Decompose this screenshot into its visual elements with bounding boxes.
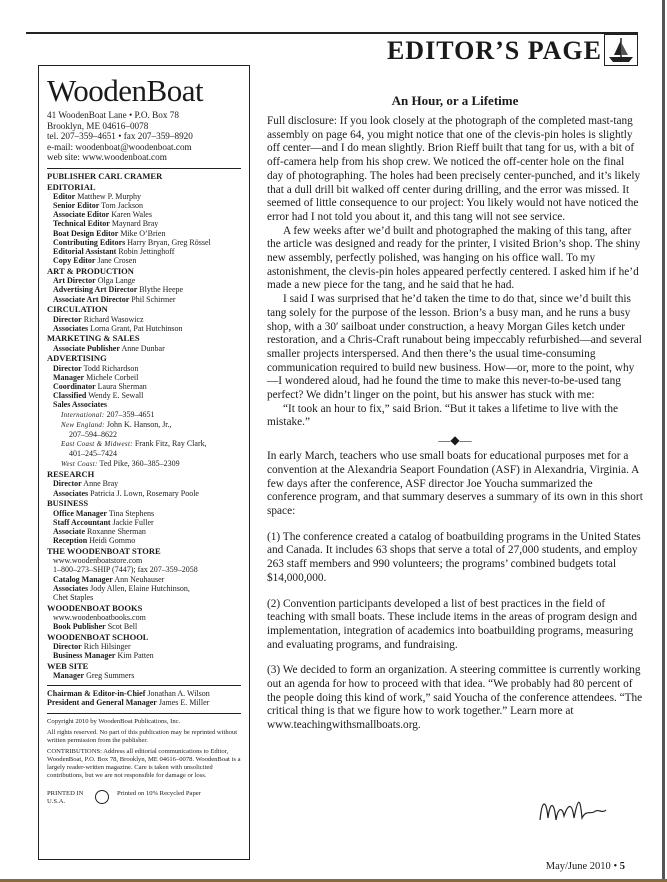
section-heading: BUSINESS (47, 498, 89, 509)
section-heading: WOODENBOAT BOOKS (47, 602, 143, 613)
article-paragraph: “It took an hour to fix,” said Brion. “But it takes a lifetime to live with the mistake.” (267, 402, 619, 429)
staff-line: Associate Roxanne Sherman (53, 526, 146, 536)
article-paragraph: (3) We decided to form an organization. A steering committee is currently working out an agenda for how to proceed with that idea. “We probably had 80 percent of the people doing this kind of work,” said Youcha of the conference attendees. “The critical thing is that we figure how to work together.” Learn more at www.teachingwithsmallboats.org. (267, 664, 643, 732)
staff-line: Advertising Art Director Blythe Heepe (53, 285, 184, 295)
section-heading: ART & PRODUCTION (47, 266, 134, 276)
staff-line: Manager Greg Summers (53, 671, 135, 681)
printed-in: PRINTED IN U.S.A. (47, 789, 84, 805)
page-right-edge (662, 0, 665, 882)
staff-line: Director Rich Hilsinger (53, 641, 131, 651)
staff-line: Reception Heidi Gommo (53, 536, 136, 546)
staff-line: Editorial Assistant Robin Jettinghoff (53, 247, 175, 257)
contributions-notice: CONTRIBUTIONS: Address all editorial communications to Editor, WoodenBoat, P.O. Box 78, Brooklyn, ME 04616–0078. WoodenBoat is a largely reader-written magazine. Care is taken with unsolicited contributions, but we are not responsible for damage or loss. (47, 747, 241, 779)
print-info (47, 790, 241, 806)
staff-line: Boat Design Editor Mike O’Brien (53, 228, 166, 238)
staff-line: Contributing Editors Harry Bryan, Greg Rössel (53, 237, 211, 247)
article-paragraph: I said I was surprised that he’d taken the time to do that, since we’d built this tang solely for the purpose of the lesson. Brion’s a busy man, and he runs a busy shop, with a 30′ sailboat under construction, a heavy Morgan Giles ketch under restoration, and a Chris-Craft runabout being impeccably refurbished—and several smaller projects interspersed. And then there’s the usual time-consuming communication required to build new business. How—or, more to the point, why—I wondered aloud, had he found the time to make this never-to-be-used tang perfect? We didn’t linger on the point, but his answer has stuck with me: (267, 293, 642, 402)
article-paragraph: Full disclosure: If you look closely at the photograph of the completed mast-tang assembly on page 64, you might notice that one of the clevis-pin holes is slightly off center—and I do mean slightly. Brion Rieff built that tang for us, with a bit of off-camera help from his shop crew. We noticed the off-center hole on the final day of photographing. The holes had been precisely center-punched, and it’s likely that a dull drill bit walked off center during drilling, and the error was missed. It seemed of little consequence to our project: You likely would not have noticed the error had I not told you about it, and this tang will not see service. (267, 115, 641, 223)
sales-heading: Sales Associates (53, 400, 107, 410)
staff-line: Art Director Olga Lange (53, 276, 136, 286)
issue-date: May/June 2010 (545, 861, 611, 872)
books-web: www.woodenboatbooks.com (53, 612, 146, 622)
masthead-box (38, 65, 250, 860)
address-line: 41 WoodenBoat Lane • P.O. Box 78 (47, 110, 179, 120)
article-paragraph: (2) Convention participants developed a list of best practices in the field of teaching with small boats. These include items in the areas of program design and implementation, integration of academics into boatbuilding programs, measuring and evaluating programs, and fundraising. (267, 597, 637, 651)
page-number: 5 (619, 861, 625, 872)
address-line: Brooklyn, ME 04616–0078 (47, 120, 149, 131)
staff-line: Associate Publisher Anne Dunbar (53, 343, 165, 353)
staff-line: Copy Editor Jane Crosen (53, 256, 137, 266)
section-heading: ADVERTISING (47, 353, 107, 364)
section-divider: —◆— (438, 433, 472, 448)
page-title: EDITOR’S PAGE (386, 36, 602, 65)
staff-line: Staff Accountant Jackie Fuller (53, 517, 154, 527)
editor-signature (532, 790, 612, 830)
copyright: Copyright 2010 by WoodenBoat Publications, Inc. (47, 717, 181, 725)
divider (47, 685, 241, 686)
staff-line: Classified Wendy E. Sewall (53, 391, 144, 401)
staff-line-cont: Chet Staples (53, 592, 94, 602)
website-line: web site: www.woodenboat.com (47, 152, 167, 163)
publisher-line: PUBLISHER CARL CRAMER (47, 170, 163, 181)
sales-line: 401–245–7424 (69, 449, 117, 459)
sales-line: New England: John K. Hanson, Jr., (61, 419, 172, 429)
chairman-line: Chairman & Editor-in-Chief Jonathan A. Wilson (47, 689, 210, 699)
section-heading: THE WOODENBOAT STORE (47, 545, 161, 556)
staff-line: Associates Jody Allen, Elaine Hutchinson, (53, 583, 190, 593)
rights-notice: All rights reserved. No part of this publication may be reprinted without written permission from the publisher. (47, 728, 238, 744)
page-footer (546, 861, 625, 872)
article-paragraph: In early March, teachers who use small boats for educational purposes met for a convention at the Alexandria Seaport Foundation (ASF) in Alexandria, Virginia. A few days after the conference, ASF director Joe Youcha summarized the conference program, and that summary deserves a summary of its own in this short space: (267, 450, 643, 517)
store-web: www.woodenboatstore.com (53, 556, 143, 566)
section-heading: WEB SITE (47, 660, 89, 671)
section-heading: RESEARCH (47, 469, 95, 480)
staff-line: Office Manager Tina Stephens (53, 508, 155, 518)
email-line: e-mail: woodenboat@woodenboat.com (47, 141, 192, 152)
sales-line: East Coast & Midwest: Frank Fitz, Ray Clark, (61, 439, 207, 449)
staff-line: Manager Michele Corbeil (53, 372, 139, 382)
staff-line: Director Richard Wasowicz (53, 314, 144, 324)
sales-line: West Coast: Ted Pike, 360–385–2309 (61, 458, 180, 468)
sales-line: International: 207–359–4651 (61, 409, 155, 419)
staff-line: Technical Editor Maynard Bray (53, 219, 159, 229)
staff-line: Senior Editor Tom Jackson (53, 201, 144, 211)
staff-line: Catalog Manager Ann Neuhauser (53, 574, 165, 584)
store-phone: 1–800–273–SHIP (7447); fax 207–359–2058 (53, 565, 198, 575)
divider (47, 713, 241, 714)
phone-line: tel. 207–359–4651 • fax 207–359–8920 (47, 131, 193, 142)
staff-line: Editor Matthew P. Murphy (53, 191, 142, 201)
recycle-icon (95, 790, 109, 804)
article-title: An Hour, or a Lifetime (391, 93, 519, 108)
staff-line: Associates Lorna Grant, Pat Hutchinson (53, 323, 183, 333)
woodenboat-logo: WoodenBoat (47, 73, 204, 108)
footer-bullet: • (613, 861, 618, 872)
recycled-paper: Printed on 10% Recycled Paper (117, 789, 201, 797)
section-heading: WOODENBOAT SCHOOL (47, 631, 149, 642)
staff-line: Associate Editor Karen Wales (53, 210, 152, 220)
sales-line: 207–594–8622 (69, 429, 117, 439)
staff-line: Coordinator Laura Sherman (53, 381, 147, 391)
staff-line: Director Anne Bray (53, 479, 119, 489)
wooden-boat-logo-icon (604, 34, 638, 66)
section-heading: CIRCULATION (47, 304, 108, 315)
address-block (47, 110, 241, 163)
page-header (26, 32, 638, 66)
staff-line: Associate Art Director Phil Schirmer (53, 294, 176, 304)
article-paragraph: (1) The conference created a catalog of boatbuilding programs in the United States and Canada. It includes 63 shops that serve a total of 27,000 students, and employ 263 staff members and 990 volunteers; the programs’ combined budgets total $14,000,000. (267, 530, 641, 584)
president-line: President and General Manager James E. Miller (47, 698, 210, 708)
divider (47, 168, 241, 169)
section-heading: EDITORIAL (47, 181, 96, 192)
staff-line: Director Todd Richardson (53, 363, 139, 373)
article (267, 93, 643, 733)
staff-line: Business Manager Kim Patten (53, 651, 154, 661)
staff-line: Book Publisher Scot Bell (53, 622, 138, 632)
article-paragraph: A few weeks after we’d built and photographed the making of this tang, after the article was designed and ready for the printer, I visited Brion’s shop. The shiny new assembly, perfectly polished, was hanging on his office wall. To my astonishment, the clevis-pin holes appeared perfectly centered. I asked him if he’d made a new piece for the tang, and he said that he had. (267, 224, 641, 292)
section-heading: MARKETING & SALES (47, 333, 140, 344)
staff-line: Associates Patricia J. Lown, Rosemary Poole (53, 488, 199, 498)
